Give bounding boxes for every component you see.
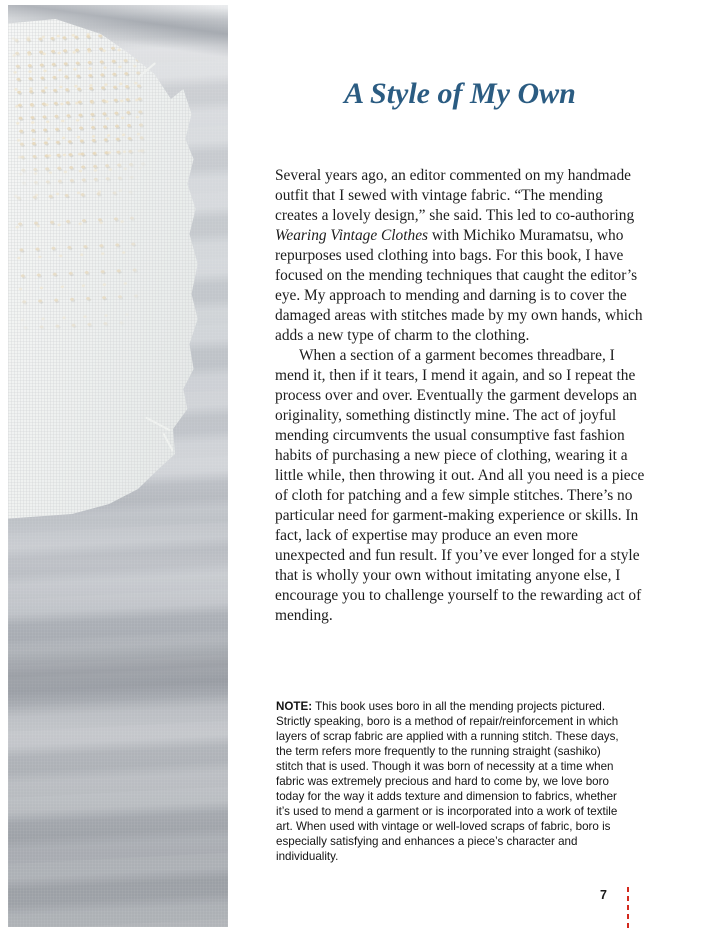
paragraph-1-text: Several years ago, an editor commented on my handmade outfit that I sewed with vintage fabric. “The mending creates a lovely design,” she said. This led to co-authoring xyxy=(275,167,635,224)
fabric-photo xyxy=(8,5,228,927)
page-title: A Style of My Own xyxy=(344,77,576,110)
paragraph-1-continued: with Michiko Muramatsu, who repurposes used clothing into bags. For this book, I have focused on the mending techniques that caught the editor’s eye. My approach to mending and darning is to cover the damaged areas with stitches made by my own hands, which adds a new type of charm to the clothing. xyxy=(275,227,643,344)
note-block xyxy=(276,699,630,864)
paragraph-2: When a section of a garment becomes threadbare, I mend it, then if it tears, I mend it again, and so I repeat the process over and over. Eventually the garment develops an originality, something distinctly mine. The act of joyful mending circumvents the usual consumptive fast fashion habits of purchasing a new piece of clothing, wearing it a little while, then throwing it out. And all you need is a piece of cloth for patching and a few simple stitches. There’s no particular need for garment-making experience or skills. In fact, lack of expertise may produce an even more unexpected and fun result. If you’ve ever longed for a style that is wholly your own without imitating anyone else, I encourage you to challenge yourself to the rewarding act of mending. xyxy=(275,347,645,624)
paragraph-1 xyxy=(275,166,647,346)
note-text: This book uses boro in all the mending projects pictured. Strictly speaking, boro is a method of repair/reinforcement in which layers of scrap fabric are applied with a running stitch. These days, the term refers more frequently to the running straight (sashiko) stitch that is used. Though it was born of necessity at a time when fabric was extremely precious and hard to come by, we love boro today for the way it adds texture and dimension to fabrics, whether it’s used to mend a garment or is incorporated into a work of textile art. When used with vintage or well-loved scraps of fabric, boro is especially satisfying and enhances a piece’s character and individuality. xyxy=(276,700,619,863)
body-text-column xyxy=(275,166,647,626)
note-label: NOTE: xyxy=(276,700,313,713)
crop-mark-red-dashed xyxy=(627,887,629,931)
page-number: 7 xyxy=(600,888,607,902)
boro-stitch-dots-sparse xyxy=(12,186,141,332)
fabric-lower-fold-shadow xyxy=(8,619,228,722)
book-title-italic: Wearing Vintage Clothes xyxy=(275,227,429,244)
